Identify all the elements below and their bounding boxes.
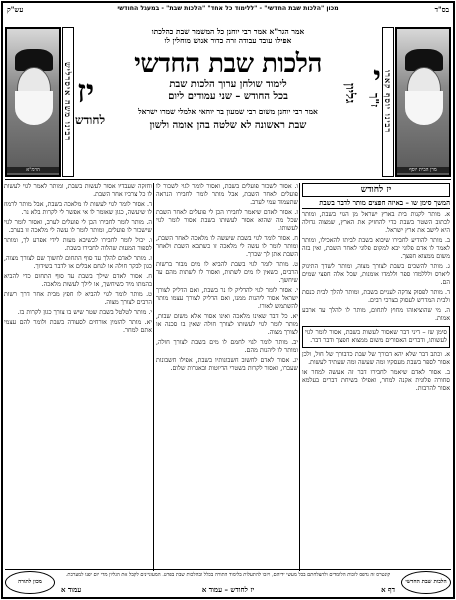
corner-right-text: בס"ד [434, 5, 449, 14]
footer-logo-left: מכון לתורה [5, 571, 55, 594]
portrait-left [5, 27, 61, 177]
band-right: רבינו יוסף קארו [382, 27, 394, 177]
paragraph: ו. יכול לומר לחבירו לכשיבא מעות לידי אפרע לך, ומותר לספור המעות שהלוה לחבירו בשבת. [4, 237, 152, 252]
paragraph: יא. כל דבר שאינו מלאכה ואינו אסור אלא משום שבות, מותר לומר לגוי לעשותו לצורך חולה שאין בו סכנה או לצורך מצוה. [156, 313, 298, 336]
footer-text: קונטרס זה נדפס לזכות הלומדים ולהצלחתם בכל מעשי ידיהם, ויזכו להתעלות בלימוד התורה בכלל ובהלכות שבת בפרט. המעוניינים לקבל את הגליון מדי יום יפנו למערכת. [65, 572, 391, 578]
content-columns [6, 183, 450, 571]
column-divider [299, 183, 300, 571]
column-2 [156, 183, 298, 571]
paragraph: ג. מותר להשכים בשבת לצורך מצוה, ומותר לשדך התינוק ליארס ולללמדו ספר וללמדו אומנות, שכל אלה חפצי שמים הם. [302, 262, 450, 286]
footer-tag: יז לחודש – עמוד א [201, 585, 255, 594]
top-line: מכון "הלכות שבת החדשי" - "ללימוד כל אחד" "הלכות שבת" - במעגל החודשי [117, 5, 339, 12]
subtitle-1: לימוד שולחן ערוך הלכות שבת [169, 79, 287, 90]
paragraph: ה. מי שהוציאוהו מחוץ לתחום, מותר לו להלך עד ארבע אמות. [302, 306, 450, 322]
paragraph: ז. מותר לאדם להלך עד סוף התחום לחשוך שם לצורך מצוה, כגון לבקר חולה או לנחם אבלים או לדבר בשידוך. [4, 255, 152, 270]
portrait-left-caption: הרמ"א [7, 167, 59, 173]
day-label: לחודש [75, 113, 106, 127]
issue-number: י [373, 60, 381, 95]
newsletter-page [1, 1, 455, 599]
masthead-line-2: אפילו עובד עבודה זרה כדור אנוש מוחלין לו [164, 36, 292, 45]
portrait-right [395, 27, 451, 177]
paragraph: יב. מותר לומר לגוי לחמם לו מים בשבת לצורך חולה, ומותר לו ליהנות מהם. [156, 339, 298, 354]
section-header: יז לחודש [302, 183, 450, 197]
subtitle-2: בכל החודש – שני עמודים ליום [168, 91, 288, 102]
footer-logo-right: הלכות שבת החדשי [401, 571, 451, 594]
paragraph: ה. מותר לומר לחבירו הכן לי פועלים לערב, ואסור לומר לגוי שישכור לו פועלים, ומותר לומר לו עשה לי מלאכה זו בערב. [4, 219, 152, 234]
paragraph: א. וכתב דבר שלא יהא דבורך של שבת כדבורך של חול, ולכן אסור לספר בשבת מעסקיו ומה שעשה ומה שעתיד לעשות. [302, 350, 450, 366]
masthead-line-3: אמר רבי יוחנן משום רבי שמעון בר יוחאי אלמלי שמרו ישראל [138, 107, 318, 116]
paragraph: י. מותר לטלטל בשבת שטר שיש בו צורך כגון לקרות בו. [17, 309, 152, 316]
paragraph: י. אסור לומר לגוי להדליק לו נר בשבת, ואם הדליק לצורך ישראל אסור ליהנות ממנו, ואם הדליק לצורך עצמו מותר להשתמש לאורו. [156, 287, 298, 310]
beard-shape [405, 91, 443, 125]
paragraph: ט. מותר לומר לגוי להביא לו חפץ מבית אחר דרך רשות הרבים לצורך מצוה. [4, 291, 152, 306]
issue-sub: ז"ך [368, 93, 381, 108]
paragraph: ו. אסור לשכור פועלים בשבת, ואסור לומר לגוי לשכור לו פועלים לאחר השבת, אבל מותר לומר לחבירו הנראה שתעמוד עמי לערב. [156, 183, 298, 206]
paragraph: ח. אסור לומר לגוי בשבת שיעשה לו מלאכה לאחר השבת, ומותר לומר לו עשה לי מלאכה זו כשתבא השבת ולאחר השבת אתן לך שכרך. [156, 235, 298, 258]
column-divider [153, 183, 154, 571]
column-3 [4, 183, 152, 571]
issue-label: גליון [342, 82, 357, 104]
paragraph: ב. מותר להודיע לחבירו שיבוא בשבת לביתו להאכילו, ומותר לאמר לו אדם פלוני יבא למקום פלוני לאחר השבת, ואין בזה משום ממצוא חפצך. [302, 236, 450, 260]
paragraph: יא. מותר להזמין אורחים לסעודה בשבת ולומר להם עצמי אתם למחר. [4, 319, 152, 334]
issue-box-right [339, 53, 381, 177]
portrait-right-caption: מרן הבית יוסף [397, 167, 449, 173]
masthead-line-1: אמר הגר"א אמר רבי יוחנן כל המשמר שבת כהלכתו [151, 27, 305, 36]
paragraph: א. מותר לקנות בית בארץ ישראל מן הגוי בשבת, ומותר לכתוב השטר בשבת כדי להחזיק את הארץ, שמצוה גדולה היא לישב את ארץ ישראל. [302, 210, 450, 234]
header-divider [5, 179, 451, 180]
column-1 [302, 183, 450, 571]
corner-left-text: עש"ק [7, 5, 24, 14]
masthead [5, 27, 451, 179]
paragraph: ט. מותר לומר לגוי בשבת להביא לו מים מבור ברשות הרבים, כשאין לו מים לשתות, ואסור לו לשתות מהם עד שיחשך. [156, 261, 298, 284]
masthead-line-4: שבת ראשונה לא שלטה בהן אומה ולשון [149, 120, 307, 131]
section-subtitle: המשך סימן שו – באיזה חפצים מותר לדבר בשבת [302, 199, 450, 209]
paragraph: יג. אסור לאדם לחשוב חשבונותיו בשבת, אפילו חשבונות שעברו, ואסור לקרות בשטרי הדיוטות ובאגרות שלום. [156, 357, 298, 372]
siman-box: סימן שז – דיני דבר שאסור לעשות בשבת, אסור לומר לגוי לעשותו, ודברים האסורים משום ממצוא חפצך ודבר דבר. [302, 326, 450, 348]
band-left: רבינו משה איסרליש [62, 27, 74, 177]
beard-shape [15, 91, 53, 125]
paragraph: ב. אסור לאדם שיאמר לחבירו דבר זה אעשה למחר או סחורה פלונית אקנה למחר, ואפילו בשיחת דברים בעלמא אסור להרבות. [302, 368, 450, 392]
page-title: הלכות שבת החדשי [134, 49, 322, 79]
paragraph: ח. אסור לאדם שילך בשבת עד סוף התחום כדי להביא בהמתו מיד כשיחשך, או לילך לעשות מלאכה. [4, 273, 152, 288]
paragraph: ד. מותר לפסוק צדקה לעניים בשבת, ומותר להלך לבית כנסת ולבית המדרש לעסוק בצרכי רבים. [302, 288, 450, 304]
paragraph: ד. אסור לומר לגוי לעשות לו מלאכה בשבת, אבל מותר לרמוז לו שיעשה, כגון שאומר לו אי אפשר לי לקרות בלא נר. [4, 201, 152, 216]
issue-box-left [75, 53, 117, 177]
paragraph: וחזקה שעבדיו אסור לעשות בשבת, ומותר לאמר לגוי לעשות לו כל צרכיו אחר השבת. [4, 183, 152, 198]
page-marker-right: דף א [381, 585, 395, 594]
day-number: יז [77, 72, 95, 110]
page-marker-left: עמוד א [61, 585, 82, 594]
footer [5, 569, 451, 595]
paragraph: ז. אסור לאדם שיאמר לחבירו הכן לי פועלים לאחר השבת שכל מה שהוא אסור לעשותו בשבת אסור לומר לגוי לעשותו. [156, 209, 298, 232]
masthead-center [121, 27, 335, 132]
